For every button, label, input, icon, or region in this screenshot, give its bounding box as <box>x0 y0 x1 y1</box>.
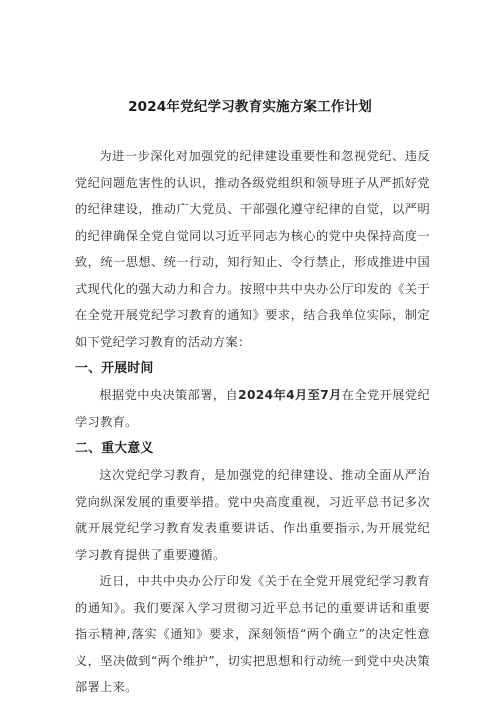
timing-date-range: 2024年4月至7月 <box>238 388 342 402</box>
section-heading-significance: 二、重大意义 <box>75 441 154 456</box>
significance-paragraph-1: 这次党纪学习教育，是加强党的纪律建设、推动全面从严治党向纵深发展的重要举措。党中央高度重视，习近平总书记多次就开展党纪学习教育发表重要讲话、作出重要指示,为开展党纪学习教育提供了重要遵循。 <box>75 468 430 562</box>
document-body <box>75 143 430 701</box>
timing-text-pre: 根据党中央决策部署，自 <box>99 388 239 402</box>
section-heading-timing: 一、开展时间 <box>75 361 154 376</box>
intro-paragraph: 为进一步深化对加强党的纪律建设重要性和忽视党纪、违反党纪问题危害性的认识，推动各级党组织和领导班子从严抓好党的纪律建设，推动广大党员、干部强化遵守纪律的自觉，以严明的纪律确保全党自觉同以习近平同志为核心的党中央保持高度一致，统一思想、统一行动，知行知止、令行禁止，形成推进中国式现代化的强大动力和合力。按照中共中央办公厅印发的《关于在全党开展党纪学习教育的通知》要求，结合我单位实际，制定如下党纪学习教育的活动方案： <box>75 149 430 349</box>
document-title: 2024年党纪学习教育实施方案工作计划 <box>128 99 372 115</box>
significance-paragraph-2: 近日，中共中央办公厅印发《关于在全党开展党纪学习教育的通知》。我们要深入学习贯彻习近平总书记的重要讲话和重要指示精神,落实《通知》要求，深刻领悟“两个确立”的决定性意义，坚决做到“两个维护”，切实把思想和行动统一到党中央决策部署上来。 <box>75 574 430 694</box>
timing-paragraph <box>75 382 430 435</box>
timing-text-post: 在全党开展党纪学习教育。 <box>75 388 430 429</box>
